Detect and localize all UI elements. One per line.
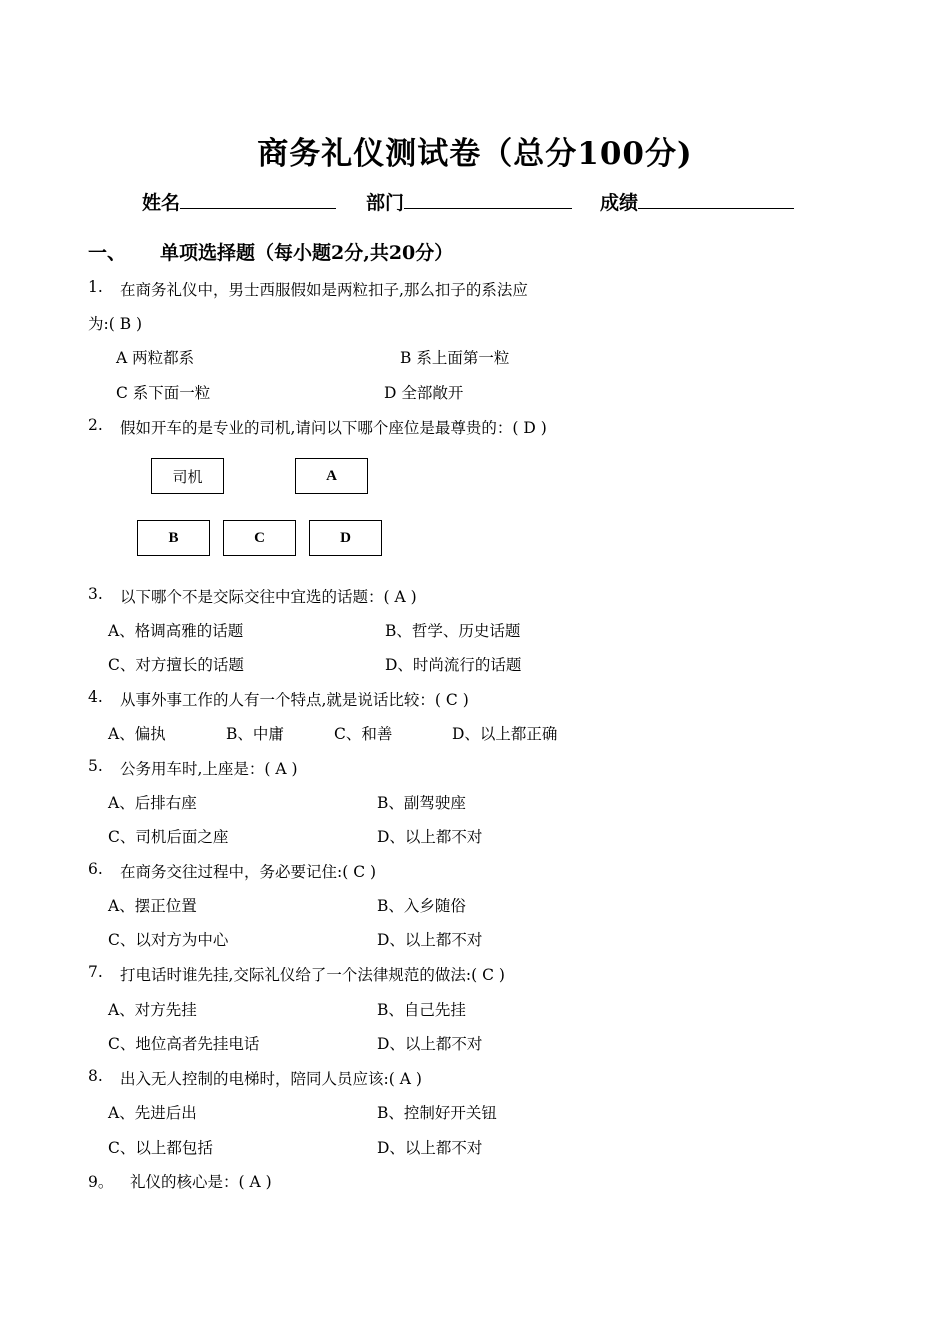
score-field [600, 188, 794, 215]
q7-option-d: D、以上都不对 [377, 1035, 483, 1053]
seat-driver: 司机 [151, 458, 224, 494]
q4-option-a: A、偏执 [108, 725, 166, 743]
question-3-number: 3. [88, 585, 103, 603]
question-6-number: 6. [88, 860, 103, 878]
q3-option-b: B、哲学、历史话题 [385, 622, 521, 640]
q4-option-b: B、中庸 [226, 725, 284, 743]
q8-option-b: B、控制好开关钮 [377, 1104, 497, 1122]
q5-option-a: A、后排右座 [108, 794, 197, 812]
q5-option-b: B、副驾驶座 [377, 794, 466, 812]
question-4-text: 从事外事工作的人有一个特点,就是说话比较：( C ) [120, 691, 469, 709]
question-7-number: 7. [88, 963, 103, 981]
question-2-text: 假如开车的是专业的司机,请问以下哪个座位是最尊贵的：( D ) [120, 419, 547, 437]
section-number: 一、 [88, 242, 127, 264]
q8-option-d: D、以上都不对 [377, 1139, 483, 1157]
question-8-number: 8. [88, 1067, 103, 1085]
q8-option-c: C、以上都包括 [108, 1139, 213, 1157]
page-title: 商务礼仪测试卷（总分100分) [257, 136, 693, 172]
question-5-number: 5. [88, 757, 103, 775]
dept-label: 部门 [366, 192, 405, 214]
q3-option-a: A、格调高雅的话题 [108, 622, 244, 640]
q7-option-c: C、地位高者先挂电话 [108, 1035, 260, 1053]
q6-option-b: B、入乡随俗 [377, 897, 466, 915]
q5-option-c: C、司机后面之座 [108, 828, 229, 846]
name-blank[interactable] [180, 188, 336, 209]
q1-option-b: B 系上面第一粒 [400, 349, 510, 367]
dept-field [366, 188, 572, 215]
question-5-text: 公务用车时,上座是：( A ) [120, 760, 298, 778]
seat-d: D [309, 520, 382, 556]
q6-option-a: A、摆正位置 [108, 897, 197, 915]
q7-option-b: B、自己先挂 [377, 1001, 466, 1019]
score-label: 成绩 [600, 192, 639, 214]
question-3-text: 以下哪个不是交际交往中宜选的话题：( A ) [120, 588, 417, 606]
dept-blank[interactable] [404, 188, 572, 209]
q4-option-c: C、和善 [334, 725, 393, 743]
q6-option-d: D、以上都不对 [377, 931, 483, 949]
score-blank[interactable] [638, 188, 794, 209]
section-heading: 单项选择题（每小题2分,共20分） [160, 242, 454, 264]
q5-option-d: D、以上都不对 [377, 828, 483, 846]
question-4-number: 4. [88, 688, 103, 706]
question-1-cont: 为:( B ) [88, 315, 143, 333]
q6-option-c: C、以对方为中心 [108, 931, 229, 949]
q1-option-d: D 全部敞开 [384, 384, 464, 402]
q8-option-a: A、先进后出 [108, 1104, 197, 1122]
question-9-number: 9。 [88, 1173, 114, 1191]
seat-b: B [137, 520, 210, 556]
q7-option-a: A、对方先挂 [108, 1001, 197, 1019]
question-1-text: 在商务礼仪中，男士西服假如是两粒扣子,那么扣子的系法应 [120, 281, 528, 299]
name-label: 姓名 [142, 192, 181, 214]
seat-a: A [295, 458, 368, 494]
question-9-text: 礼仪的核心是：( A ) [130, 1173, 272, 1191]
question-7-text: 打电话时谁先挂,交际礼仪给了一个法律规范的做法:( C ) [120, 966, 505, 984]
q1-option-a: A 两粒都系 [116, 349, 195, 367]
q1-option-c: C 系下面一粒 [116, 384, 211, 402]
q3-option-d: D、时尚流行的话题 [385, 656, 522, 674]
question-1-number: 1. [88, 278, 103, 296]
name-field [142, 188, 336, 215]
question-2-number: 2. [88, 416, 103, 434]
seat-c: C [223, 520, 296, 556]
question-8-text: 出入无人控制的电梯时，陪同人员应该:( A ) [120, 1070, 422, 1088]
q3-option-c: C、对方擅长的话题 [108, 656, 244, 674]
question-6-text: 在商务交往过程中，务必要记住:( C ) [120, 863, 377, 881]
q4-option-d: D、以上都正确 [452, 725, 558, 743]
